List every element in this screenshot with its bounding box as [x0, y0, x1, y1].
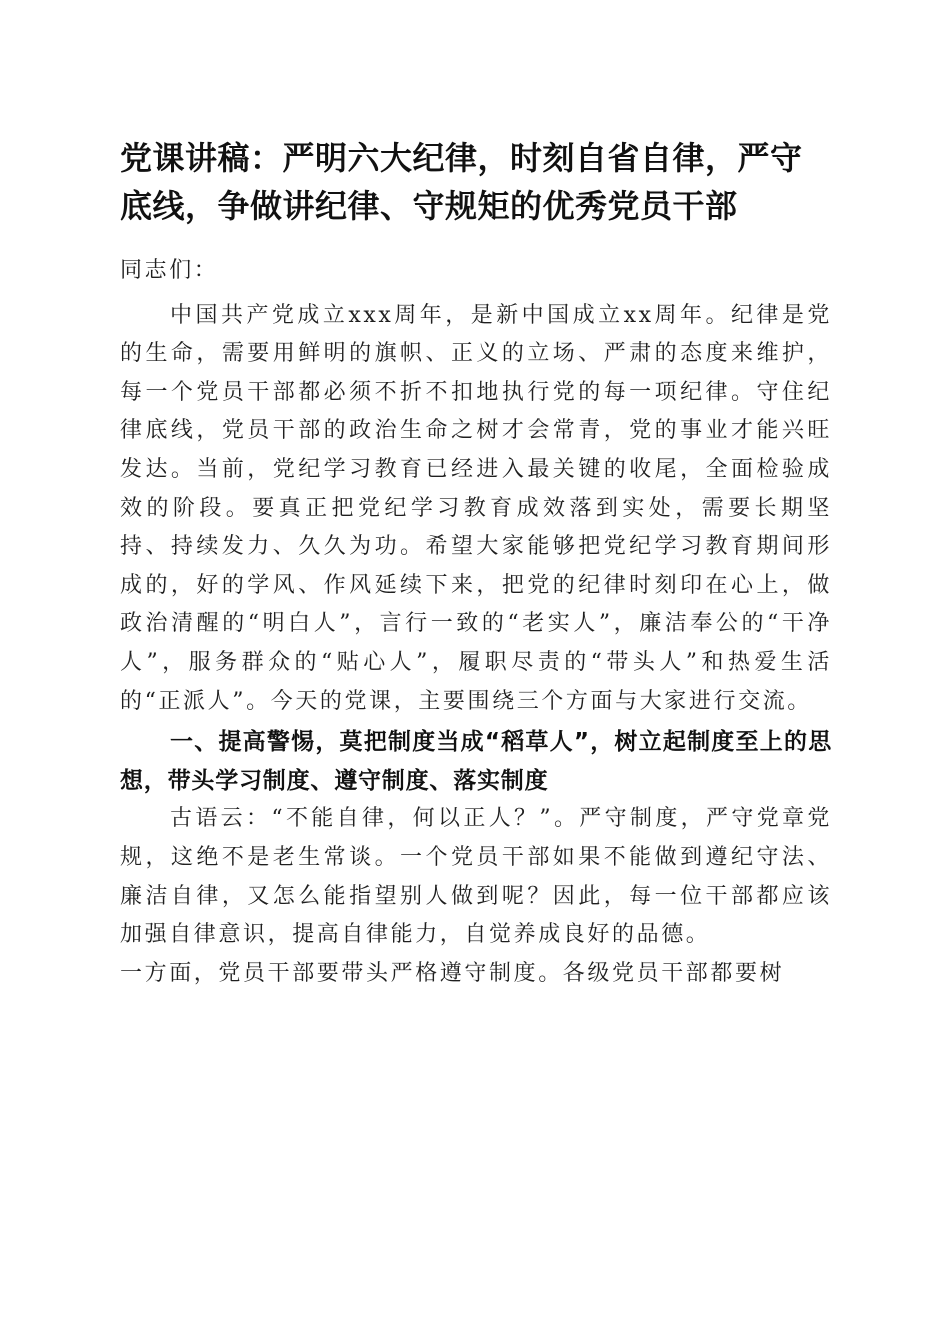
section1-paragraph-1: 古语云：“不能自律，何以正人？”。严守制度，严守党章党规，这绝不是老生常谈。一个党员干部如果不能做到遵纪守法、廉洁自律，又怎么能指望别人做到呢？因此，每一位干部都应该加强自律意识，提高自律能力，自觉养成良好的品德。 — [120, 806, 832, 948]
section-heading-1: 一、提高警惕，莫把制度当成“稻草人”，树立起制度至上的思想，带头学习制度、遵守制度、落实制度 — [120, 729, 832, 794]
salutation: 同志们： — [120, 258, 219, 283]
document-body — [120, 252, 832, 993]
section1-paragraph-2: 一方面，党员干部要带头严格遵守制度。各级党员干部都要树 — [120, 960, 785, 986]
document-title: 党课讲稿：严明六大纪律，时刻自省自律，严守底线，争做讲纪律、守规矩的优秀党员干部 — [120, 139, 803, 225]
intro-paragraph: 中国共产党成立xxx周年，是新中国成立xx周年。纪律是党的生命，需要用鲜明的旗帜、正义的立场、严肃的态度来维护，每一个党员干部都必须不折不扣地执行党的每一项纪律。守住纪律底线，党员干部的政治生命之树才会常青，党的事业才能兴旺发达。当前，党纪学习教育已经进入最关键的收尾，全面检验成效的阶段。要真正把党纪学习教育成效落到实处，需要长期坚持、持续发力、久久为功。希望大家能够把党纪学习教育期间形成的，好的学风、作风延续下来，把党的纪律时刻印在心上，做政治清醒的“明白人”，言行一致的“老实人”，廉洁奉公的“干净人”，服务群众的“贴心人”，履职尽责的“带头人”和热爱生活的“正派人”。今天的党课，主要围绕三个方面与大家进行交流。 — [120, 302, 832, 714]
